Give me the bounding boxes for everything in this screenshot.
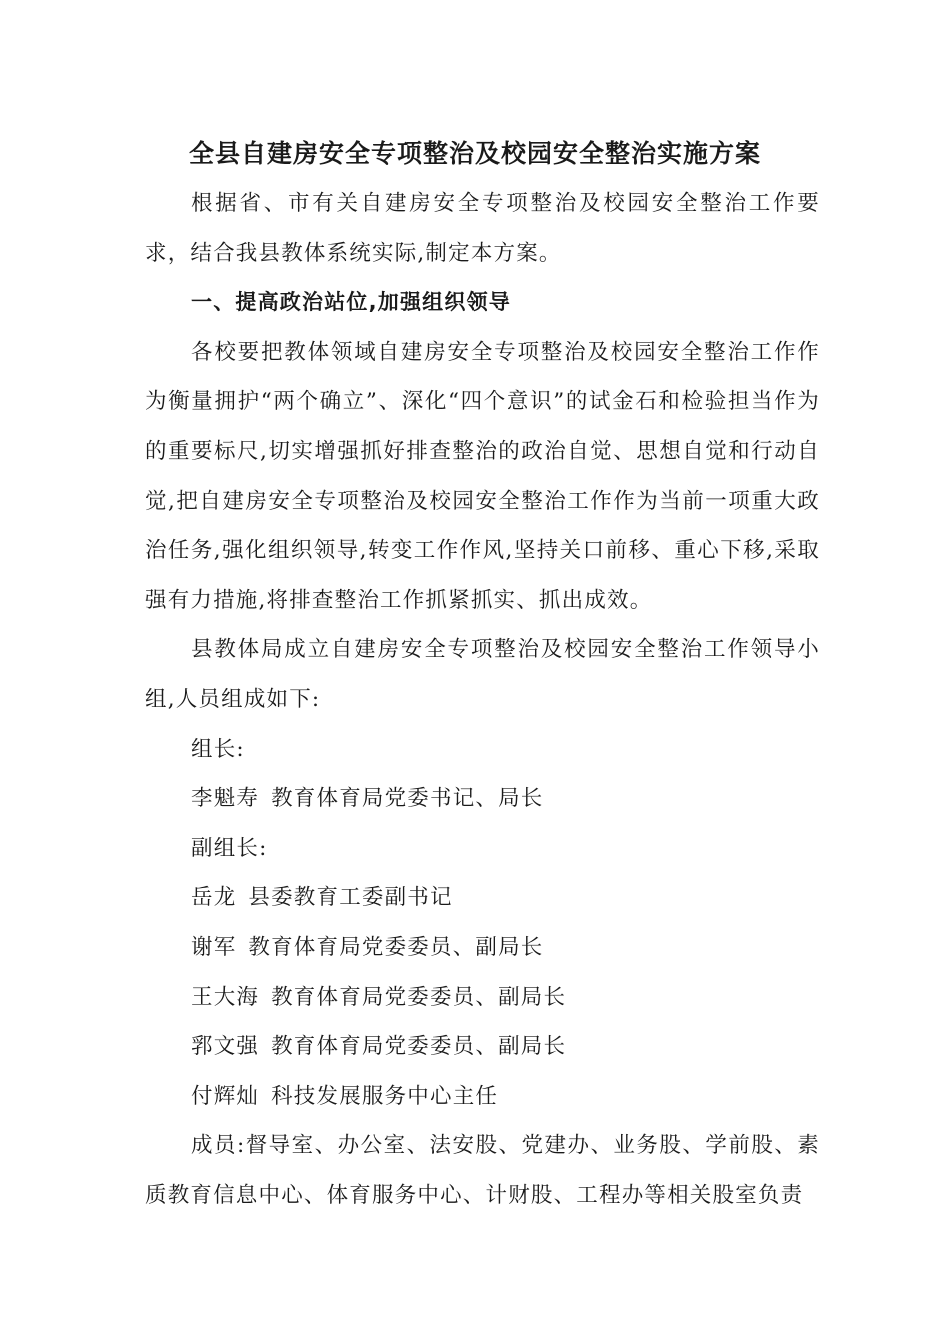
leader-label: 组长: xyxy=(191,736,245,762)
deputy-entry xyxy=(145,1072,820,1122)
section-heading-1: 一、提高政治站位,加强组织领导 xyxy=(191,290,511,315)
leader-title: 教育体育局党委书记、局长 xyxy=(271,786,544,812)
leader-entry xyxy=(145,774,820,824)
members-paragraph: 成员:督导室、办公室、法安股、党建办、业务股、学前股、素质教育信息中心、体育服务中心、计财股、工程办等相关股室负责 xyxy=(145,1133,820,1208)
deputy-title: 县委教育工委副书记 xyxy=(248,885,453,911)
intro-paragraph: 根据省、市有关自建房安全专项整治及校园安全整治工作要求，结合我县教体系统实际,制定本方案。 xyxy=(145,191,820,266)
deputy-label: 副组长: xyxy=(191,835,268,861)
deputy-name: 郛文强 xyxy=(191,1034,260,1060)
leader-name: 李魁寿 xyxy=(191,786,260,812)
deputy-title: 教育体育局党委委员、副局长 xyxy=(248,934,544,960)
deputy-name: 谢军 xyxy=(191,934,237,960)
document-body xyxy=(145,179,820,1220)
deputy-title: 教育体育局党委委员、副局长 xyxy=(271,984,567,1010)
deputy-entry xyxy=(145,923,820,973)
deputy-name: 岳龙 xyxy=(191,885,237,911)
deputy-entry xyxy=(145,873,820,923)
section1-paragraph-2: 县教体局成立自建房安全专项整治及校园安全整治工作领导小组,人员组成如下: xyxy=(145,637,820,712)
deputy-name: 王大海 xyxy=(191,984,260,1010)
deputy-name: 付辉灿 xyxy=(191,1083,260,1109)
deputy-entry xyxy=(145,1022,820,1072)
document-title: 全县自建房安全专项整治及校园安全整治实施方案 xyxy=(188,139,761,168)
deputy-title: 教育体育局党委委员、副局长 xyxy=(271,1034,567,1060)
deputy-title: 科技发展服务中心主任 xyxy=(271,1083,499,1109)
deputy-entry xyxy=(145,973,820,1023)
section1-paragraph-1: 各校要把教体领域自建房安全专项整治及校园安全整治工作作为衡量拥护“两个确立”、深化“四个意识”的试金石和检验担当作为的重要标尺,切实增强抓好排查整治的政治自觉、思想自觉和行动自觉,把自建房安全专项整治及校园安全整治工作作为当前一项重大政治任务,强化组织领导,转变工作作风,坚持关口前移、重心下移,采取强有力措施,将排查整治工作抓紧抓实、抓出成效。 xyxy=(145,339,820,613)
